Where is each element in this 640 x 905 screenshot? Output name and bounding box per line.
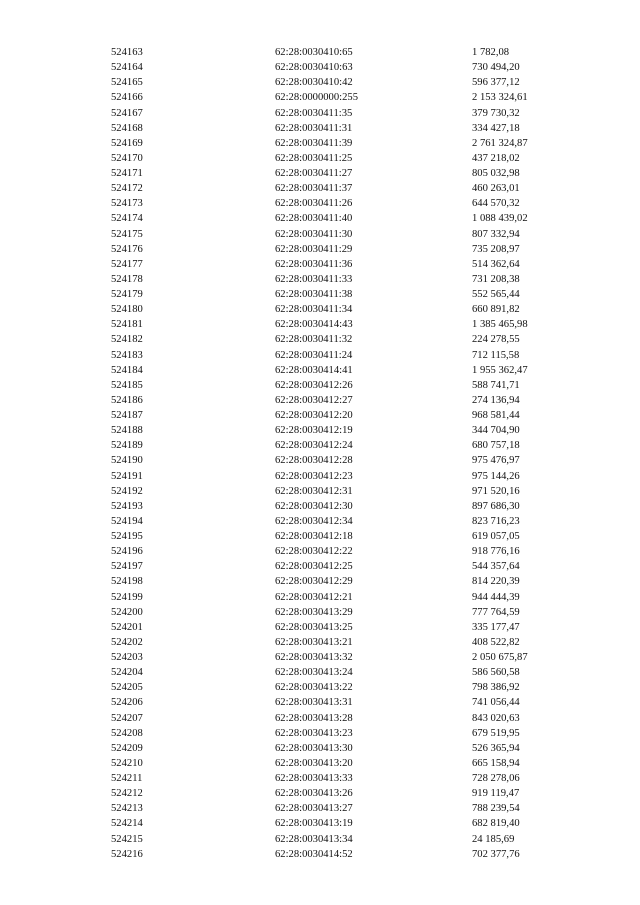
amount-value: 460 263,01 bbox=[472, 183, 520, 195]
table-row bbox=[0, 559, 640, 574]
table-row bbox=[0, 847, 640, 862]
cadastral-number: 62:28:0030411:30 bbox=[275, 228, 353, 240]
table-row bbox=[0, 136, 640, 151]
cadastral-number: 62:28:0030412:25 bbox=[275, 561, 353, 573]
amount-value: 2 050 675,87 bbox=[472, 652, 528, 663]
cadastral-number: 62:28:0030412:28 bbox=[275, 455, 353, 467]
amount-value: 975 144,26 bbox=[472, 470, 520, 482]
table-row bbox=[0, 514, 640, 529]
table-row bbox=[0, 393, 640, 408]
row-number: 524171 bbox=[111, 168, 143, 179]
table-row bbox=[0, 438, 640, 453]
row-number: 524209 bbox=[111, 742, 143, 754]
table-row bbox=[0, 272, 640, 287]
amount-value: 2 153 324,61 bbox=[472, 92, 528, 104]
table-row bbox=[0, 60, 640, 75]
row-number: 524170 bbox=[111, 152, 143, 164]
amount-value: 814 220,39 bbox=[472, 576, 520, 588]
row-number: 524165 bbox=[111, 77, 143, 89]
row-number: 524178 bbox=[111, 273, 143, 285]
amount-value: 379 730,32 bbox=[472, 107, 520, 119]
row-number: 524204 bbox=[111, 667, 143, 679]
amount-value: 777 764,59 bbox=[472, 606, 520, 618]
amount-value: 514 362,64 bbox=[472, 258, 520, 270]
row-number: 524205 bbox=[111, 682, 143, 694]
table-row bbox=[0, 227, 640, 242]
row-number: 524164 bbox=[111, 62, 143, 74]
table-row bbox=[0, 348, 640, 363]
table-row bbox=[0, 378, 640, 393]
table-row bbox=[0, 726, 640, 741]
row-number: 524201 bbox=[111, 621, 143, 633]
cadastral-number: 62:28:0030412:34 bbox=[275, 515, 353, 527]
row-number: 524208 bbox=[111, 727, 143, 739]
cadastral-number: 62:28:0030411:32 bbox=[275, 334, 353, 346]
amount-value: 968 581,44 bbox=[472, 410, 520, 421]
table-row bbox=[0, 408, 640, 423]
amount-value: 702 377,76 bbox=[472, 848, 520, 860]
cadastral-number: 62:28:0030413:25 bbox=[275, 621, 353, 633]
row-number: 524166 bbox=[111, 92, 143, 104]
table-row bbox=[0, 196, 640, 211]
amount-value: 619 057,05 bbox=[472, 531, 520, 542]
cadastral-number: 62:28:0030413:20 bbox=[275, 757, 353, 769]
row-number: 524184 bbox=[111, 364, 143, 376]
cadastral-number: 62:28:0030411:39 bbox=[275, 137, 353, 149]
row-number: 524196 bbox=[111, 546, 143, 558]
row-number: 524198 bbox=[111, 576, 143, 588]
row-number: 524197 bbox=[111, 561, 143, 573]
row-number: 524182 bbox=[111, 334, 143, 346]
cadastral-number: 62:28:0030412:23 bbox=[275, 470, 353, 482]
amount-value: 665 158,94 bbox=[472, 757, 520, 769]
document-table bbox=[0, 45, 640, 862]
cadastral-number: 62:28:0030411:31 bbox=[275, 122, 353, 134]
cadastral-number: 62:28:0030411:24 bbox=[275, 349, 353, 361]
cadastral-number: 62:28:0030413:19 bbox=[275, 818, 353, 830]
row-number: 524173 bbox=[111, 198, 143, 210]
table-row bbox=[0, 529, 640, 544]
cadastral-number: 62:28:0030414:43 bbox=[275, 319, 353, 331]
row-number: 524169 bbox=[111, 137, 143, 149]
cadastral-number: 62:28:0030413:32 bbox=[275, 652, 353, 663]
table-row bbox=[0, 469, 640, 484]
row-number: 524199 bbox=[111, 591, 143, 603]
cadastral-number: 62:28:0030413:28 bbox=[275, 712, 353, 724]
amount-value: 544 357,64 bbox=[472, 561, 520, 573]
row-number: 524181 bbox=[111, 319, 143, 331]
row-number: 524175 bbox=[111, 228, 143, 240]
cadastral-number: 62:28:0030411:27 bbox=[275, 168, 353, 179]
amount-value: 586 560,58 bbox=[472, 667, 520, 679]
table-row bbox=[0, 574, 640, 589]
cadastral-number: 62:28:0030413:24 bbox=[275, 667, 353, 679]
table-row bbox=[0, 332, 640, 347]
cadastral-number: 62:28:0030411:25 bbox=[275, 152, 353, 164]
amount-value: 897 686,30 bbox=[472, 500, 520, 512]
cadastral-number: 62:28:0030413:27 bbox=[275, 803, 353, 815]
table-row bbox=[0, 695, 640, 710]
cadastral-number: 62:28:0030410:65 bbox=[275, 47, 353, 58]
amount-value: 1 088 439,02 bbox=[472, 213, 528, 225]
amount-value: 644 570,32 bbox=[472, 198, 520, 210]
amount-value: 1 955 362,47 bbox=[472, 364, 528, 376]
amount-value: 335 177,47 bbox=[472, 621, 520, 633]
row-number: 524206 bbox=[111, 697, 143, 709]
table-row bbox=[0, 287, 640, 302]
row-number: 524189 bbox=[111, 440, 143, 452]
row-number: 524187 bbox=[111, 410, 143, 421]
amount-value: 1 385 465,98 bbox=[472, 319, 528, 331]
row-number: 524185 bbox=[111, 379, 143, 391]
amount-value: 730 494,20 bbox=[472, 62, 520, 74]
table-row bbox=[0, 242, 640, 257]
row-number: 524202 bbox=[111, 636, 143, 648]
amount-value: 731 208,38 bbox=[472, 273, 520, 285]
amount-value: 588 741,71 bbox=[472, 379, 520, 391]
table-row bbox=[0, 620, 640, 635]
amount-value: 712 115,58 bbox=[472, 349, 520, 361]
row-number: 524212 bbox=[111, 788, 143, 800]
amount-value: 788 239,54 bbox=[472, 803, 520, 815]
cadastral-number: 62:28:0030412:18 bbox=[275, 531, 353, 542]
table-row bbox=[0, 75, 640, 90]
amount-value: 224 278,55 bbox=[472, 334, 520, 346]
row-number: 524191 bbox=[111, 470, 143, 482]
table-row bbox=[0, 605, 640, 620]
row-number: 524186 bbox=[111, 394, 143, 406]
table-row bbox=[0, 665, 640, 680]
amount-value: 823 716,23 bbox=[472, 515, 520, 527]
table-row bbox=[0, 771, 640, 786]
cadastral-number: 62:28:0030411:34 bbox=[275, 304, 353, 316]
amount-value: 944 444,39 bbox=[472, 591, 520, 603]
cadastral-number: 62:28:0030411:26 bbox=[275, 198, 353, 210]
amount-value: 526 365,94 bbox=[472, 742, 520, 754]
table-row bbox=[0, 302, 640, 317]
cadastral-number: 62:28:0030413:33 bbox=[275, 773, 353, 784]
row-number: 524214 bbox=[111, 818, 143, 830]
table-row bbox=[0, 544, 640, 559]
table-row bbox=[0, 423, 640, 438]
amount-value: 971 520,16 bbox=[472, 485, 520, 497]
cadastral-number: 62:28:0030412:26 bbox=[275, 379, 353, 391]
cadastral-number: 62:28:0030412:31 bbox=[275, 485, 353, 497]
row-number: 524210 bbox=[111, 757, 143, 769]
cadastral-number: 62:28:0030413:31 bbox=[275, 697, 353, 709]
row-number: 524211 bbox=[111, 773, 143, 784]
amount-value: 274 136,94 bbox=[472, 394, 520, 406]
row-number: 524168 bbox=[111, 122, 143, 134]
table-row bbox=[0, 151, 640, 166]
cadastral-number: 62:28:0030413:21 bbox=[275, 636, 353, 648]
row-number: 524174 bbox=[111, 213, 143, 225]
row-number: 524194 bbox=[111, 515, 143, 527]
cadastral-number: 62:28:0030411:38 bbox=[275, 289, 353, 300]
table-row bbox=[0, 453, 640, 468]
amount-value: 843 020,63 bbox=[472, 712, 520, 724]
table-row bbox=[0, 650, 640, 665]
row-number: 524180 bbox=[111, 304, 143, 316]
table-row bbox=[0, 590, 640, 605]
row-number: 524172 bbox=[111, 183, 143, 195]
amount-value: 798 386,92 bbox=[472, 682, 520, 694]
cadastral-number: 62:28:0030411:37 bbox=[275, 183, 353, 195]
amount-value: 919 119,47 bbox=[472, 788, 520, 800]
amount-value: 596 377,12 bbox=[472, 77, 520, 89]
cadastral-number: 62:28:0030413:29 bbox=[275, 606, 353, 618]
row-number: 524216 bbox=[111, 848, 143, 860]
cadastral-number: 62:28:0030412:24 bbox=[275, 440, 353, 452]
cadastral-number: 62:28:0030413:26 bbox=[275, 788, 353, 800]
cadastral-number: 62:28:0030412:22 bbox=[275, 546, 353, 558]
cadastral-number: 62:28:0030410:63 bbox=[275, 62, 353, 74]
amount-value: 807 332,94 bbox=[472, 228, 520, 240]
cadastral-number: 62:28:0030411:33 bbox=[275, 273, 353, 285]
cadastral-number: 62:28:0030412:27 bbox=[275, 394, 353, 406]
cadastral-number: 62:28:0030413:22 bbox=[275, 682, 353, 694]
cadastral-number: 62:28:0030411:40 bbox=[275, 213, 353, 225]
amount-value: 728 278,06 bbox=[472, 773, 520, 784]
amount-value: 334 427,18 bbox=[472, 122, 520, 134]
cadastral-number: 62:28:0030414:52 bbox=[275, 848, 353, 860]
amount-value: 2 761 324,87 bbox=[472, 137, 528, 149]
amount-value: 805 032,98 bbox=[472, 168, 520, 179]
amount-value: 741 056,44 bbox=[472, 697, 520, 709]
table-row bbox=[0, 499, 640, 514]
cadastral-number: 62:28:0030410:42 bbox=[275, 77, 353, 89]
table-row bbox=[0, 211, 640, 226]
row-number: 524190 bbox=[111, 455, 143, 467]
table-row bbox=[0, 257, 640, 272]
table-row bbox=[0, 317, 640, 332]
amount-value: 660 891,82 bbox=[472, 304, 520, 316]
table-row bbox=[0, 45, 640, 60]
row-number: 524193 bbox=[111, 500, 143, 512]
amount-value: 682 819,40 bbox=[472, 818, 520, 830]
table-row bbox=[0, 90, 640, 105]
row-number: 524200 bbox=[111, 606, 143, 618]
table-row bbox=[0, 711, 640, 726]
cadastral-number: 62:28:0000000:255 bbox=[275, 92, 358, 104]
table-row bbox=[0, 816, 640, 831]
amount-value: 24 185,69 bbox=[472, 833, 515, 845]
table-row bbox=[0, 166, 640, 181]
row-number: 524215 bbox=[111, 833, 143, 845]
amount-value: 344 704,90 bbox=[472, 425, 520, 437]
amount-value: 918 776,16 bbox=[472, 546, 520, 558]
cadastral-number: 62:28:0030411:29 bbox=[275, 243, 353, 255]
cadastral-number: 62:28:0030412:30 bbox=[275, 500, 353, 512]
row-number: 524183 bbox=[111, 349, 143, 361]
table-row bbox=[0, 635, 640, 650]
cadastral-number: 62:28:0030413:34 bbox=[275, 833, 353, 845]
table-row bbox=[0, 786, 640, 801]
row-number: 524213 bbox=[111, 803, 143, 815]
table-row bbox=[0, 363, 640, 378]
row-number: 524207 bbox=[111, 712, 143, 724]
row-number: 524177 bbox=[111, 258, 143, 270]
row-number: 524188 bbox=[111, 425, 143, 437]
amount-value: 680 757,18 bbox=[472, 440, 520, 452]
cadastral-number: 62:28:0030413:23 bbox=[275, 727, 353, 739]
table-row bbox=[0, 484, 640, 499]
amount-value: 679 519,95 bbox=[472, 727, 520, 739]
cadastral-number: 62:28:0030412:21 bbox=[275, 591, 353, 603]
row-number: 524195 bbox=[111, 531, 143, 542]
row-number: 524203 bbox=[111, 652, 143, 663]
amount-value: 408 522,82 bbox=[472, 636, 520, 648]
table-row bbox=[0, 756, 640, 771]
cadastral-number: 62:28:0030411:36 bbox=[275, 258, 353, 270]
table-row bbox=[0, 680, 640, 695]
table-row bbox=[0, 801, 640, 816]
row-number: 524179 bbox=[111, 289, 143, 300]
table-row bbox=[0, 832, 640, 847]
cadastral-number: 62:28:0030412:29 bbox=[275, 576, 353, 588]
table-row bbox=[0, 106, 640, 121]
row-number: 524192 bbox=[111, 485, 143, 497]
amount-value: 437 218,02 bbox=[472, 152, 520, 164]
cadastral-number: 62:28:0030413:30 bbox=[275, 742, 353, 754]
row-number: 524167 bbox=[111, 107, 143, 119]
row-number: 524163 bbox=[111, 47, 143, 58]
table-row bbox=[0, 741, 640, 756]
amount-value: 1 782,08 bbox=[472, 47, 510, 58]
cadastral-number: 62:28:0030412:19 bbox=[275, 425, 353, 437]
cadastral-number: 62:28:0030412:20 bbox=[275, 410, 353, 421]
amount-value: 975 476,97 bbox=[472, 455, 520, 467]
amount-value: 735 208,97 bbox=[472, 243, 520, 255]
cadastral-number: 62:28:0030411:35 bbox=[275, 107, 353, 119]
table-row bbox=[0, 181, 640, 196]
amount-value: 552 565,44 bbox=[472, 289, 520, 300]
table-row bbox=[0, 121, 640, 136]
cadastral-number: 62:28:0030414:41 bbox=[275, 364, 353, 376]
row-number: 524176 bbox=[111, 243, 143, 255]
